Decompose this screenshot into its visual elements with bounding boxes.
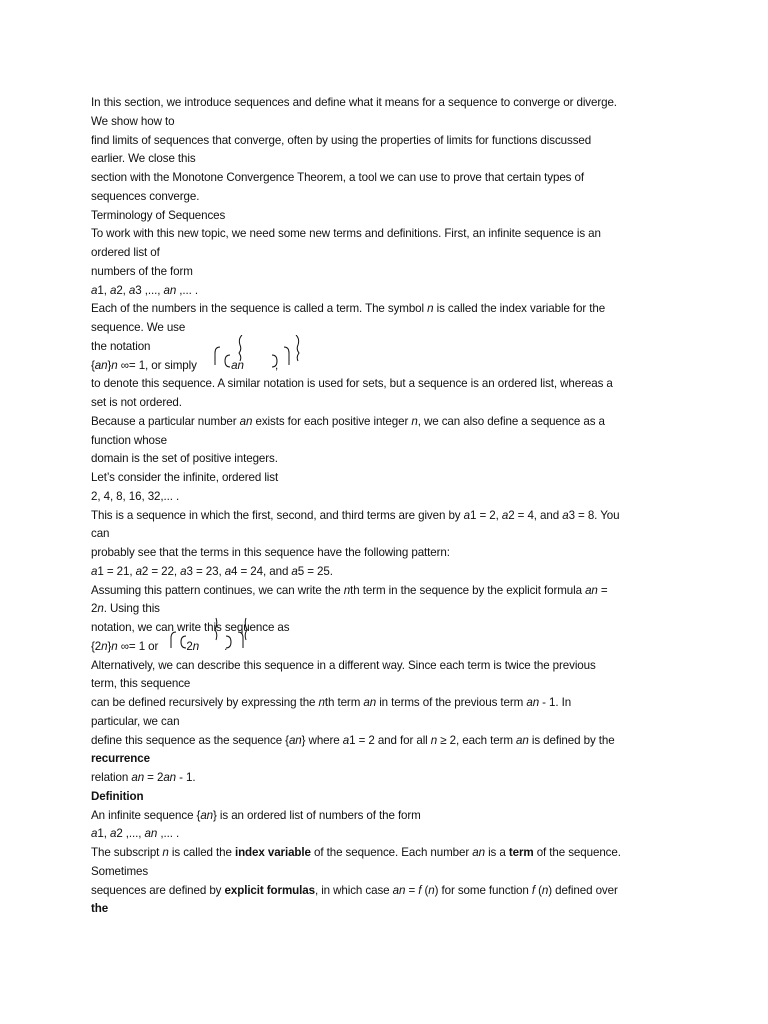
text-run: set is not ordered.: [91, 396, 182, 409]
text-line: [91, 488, 691, 507]
text-run: a: [501, 508, 509, 522]
text-line: [91, 863, 691, 882]
text-line: [91, 225, 691, 244]
text-run: n: [192, 639, 200, 653]
text-run: n: [111, 639, 118, 653]
text-line: [91, 694, 691, 713]
text-run: an: [94, 358, 108, 372]
text-run: sequence. We use: [91, 321, 186, 334]
text-run: 3 ,...,: [135, 283, 164, 297]
text-run: term: [508, 846, 534, 859]
text-run: , we can also define a sequence as a: [417, 414, 605, 428]
text-run: ) for some function: [434, 883, 532, 897]
text-run: recurrence: [91, 752, 150, 766]
text-run: (: [421, 883, 429, 897]
text-run: an: [163, 771, 177, 784]
text-run: [200, 359, 231, 372]
text-run: Assuming this pattern continues, we can write the: [91, 583, 344, 597]
text-run: f: [531, 883, 535, 897]
text-run: , in which case: [314, 883, 393, 897]
text-run: a: [291, 564, 298, 578]
text-line: [91, 638, 691, 657]
text-run: . Using this: [103, 602, 160, 616]
text-run: an: [363, 696, 377, 709]
text-run: a: [109, 827, 117, 841]
text-run: To work with this new topic, we need some new terms and definitions. First, an infinite sequence is an: [91, 227, 601, 241]
text-run: th term: [324, 696, 364, 709]
text-run: is called the: [168, 846, 235, 859]
text-line: [91, 732, 691, 751]
text-line: [91, 300, 691, 319]
text-run: 2: [186, 639, 193, 653]
text-run: an: [131, 771, 145, 784]
text-run: term, this sequence: [91, 677, 191, 691]
text-run: is called the index variable for the: [433, 302, 606, 316]
text-run: n: [101, 639, 108, 653]
text-run: 1,: [97, 827, 110, 841]
text-run: An infinite sequence {: [91, 808, 201, 822]
text-line: [91, 319, 691, 338]
text-run: n: [411, 414, 418, 428]
text-run: probably see that the terms in this sequence have the following pattern:: [91, 546, 450, 559]
text-line: [91, 244, 691, 263]
text-run: an: [144, 827, 158, 841]
text-run: ∞= 1, or simply: [117, 358, 200, 372]
text-line: [91, 582, 691, 601]
text-line: [91, 844, 691, 863]
text-line: [91, 807, 691, 826]
text-run: [161, 640, 186, 653]
text-line: [91, 469, 691, 488]
text-run: {: [91, 358, 95, 372]
text-run: a: [128, 283, 136, 297]
text-run: explicit formulas: [224, 883, 315, 897]
text-run: n: [541, 883, 549, 897]
text-line: [91, 263, 691, 282]
text-run: }: [107, 639, 112, 653]
text-run: 1 = 2 and for all: [349, 733, 431, 747]
text-run: sequences are defined by: [91, 883, 225, 897]
text-line: [91, 150, 691, 169]
text-line: [91, 657, 691, 676]
text-run: relation: [91, 771, 132, 784]
text-run: ∞= 1 or: [117, 639, 162, 653]
text-run: f: [418, 883, 422, 897]
text-run: find limits of sequences that converge, often by using the properties of limits for functions discussed: [91, 133, 592, 147]
text-run: Let’s consider the infinite, ordered list: [91, 471, 279, 484]
text-run: We show how to: [91, 114, 175, 128]
text-run: an: [516, 733, 529, 747]
text-run: } is an ordered list of numbers of the form: [213, 808, 421, 822]
text-line: [91, 132, 691, 151]
text-line: [91, 563, 691, 582]
text-run: Terminology of Sequences: [91, 208, 226, 222]
text-run: an: [163, 283, 177, 297]
text-run: The subscript: [91, 846, 163, 859]
text-run: }: [107, 358, 112, 372]
text-line: [91, 282, 691, 301]
text-run: the notation: [91, 339, 151, 353]
text-run: 2 = 22,: [141, 564, 181, 578]
text-line: [91, 750, 691, 769]
text-run: a: [109, 283, 117, 297]
text-run: - 1.: [176, 771, 196, 784]
text-run: 4 = 24, and: [231, 564, 292, 578]
text-run: = 2: [144, 771, 164, 784]
text-run: a: [135, 564, 142, 578]
text-line: [91, 882, 691, 901]
text-run: domain is the set of positive integers.: [91, 452, 278, 466]
text-run: ,... .: [176, 283, 199, 297]
text-run: Definition: [91, 789, 144, 803]
text-line: [91, 900, 691, 919]
text-run: ordered list of: [91, 246, 160, 259]
text-run: - 1. In: [539, 696, 572, 709]
text-run: an: [392, 883, 406, 897]
text-run: to denote this sequence. A similar notation is used for sets, but a sequence is an ordered list, whereas a: [91, 377, 613, 391]
text-line: [91, 432, 691, 451]
text-run: 2 = 4, and: [508, 508, 563, 522]
text-run: of the sequence. Each number: [310, 846, 473, 859]
text-run: n: [318, 696, 325, 709]
document-body: [91, 94, 691, 919]
text-run: Alternatively, we can describe this sequence in a different way. Since each term is twice the previous: [91, 658, 596, 672]
text-run: Because a particular number: [91, 414, 240, 428]
text-line: [91, 544, 691, 563]
text-run: an: [288, 733, 302, 747]
text-run: define this sequence as the sequence {: [91, 733, 289, 747]
text-line: [91, 113, 691, 132]
text-run: n: [162, 846, 169, 859]
text-run: 1 = 21,: [97, 564, 136, 578]
text-line: [91, 769, 691, 788]
text-run: 2, 4, 8, 16, 32,... .: [91, 489, 180, 503]
text-run: 1 = 2,: [469, 508, 502, 522]
text-run: {2: [91, 639, 102, 653]
text-run: 3 = 23,: [186, 564, 225, 578]
text-run: an: [472, 846, 485, 859]
text-run: n: [428, 883, 435, 897]
text-line: [91, 825, 691, 844]
text-run: a: [342, 733, 350, 747]
text-run: can: [91, 527, 110, 541]
text-run: 1,: [97, 283, 110, 297]
text-run: } where: [301, 733, 343, 747]
text-line: [91, 375, 691, 394]
text-run: in terms of the previous term: [376, 696, 527, 709]
text-run: earlier. We close this: [91, 152, 196, 166]
text-run: a: [463, 508, 470, 522]
text-run: n: [97, 602, 104, 616]
text-run: 3 = 8. You: [568, 508, 620, 522]
text-line: [91, 600, 691, 619]
text-run: In this section, we introduce sequences and define what it means for a sequence to converge or diverge.: [91, 96, 617, 109]
text-line: [91, 413, 691, 432]
text-line: [91, 675, 691, 694]
text-run: =: [597, 583, 608, 597]
text-run: ≥ 2, each term: [437, 733, 517, 747]
text-run: section with the Monotone Convergence Theorem, a tool we can use to prove that certain types of: [91, 171, 584, 184]
text-run: notation, we can write this sequence as: [91, 621, 290, 634]
text-run: of the sequence.: [533, 846, 621, 859]
text-run: n: [343, 583, 351, 597]
text-run: the: [91, 902, 109, 916]
text-run: an: [200, 808, 214, 822]
text-run: a: [91, 283, 98, 297]
text-line: [91, 94, 691, 113]
text-line: [91, 357, 691, 376]
text-line: [91, 338, 691, 357]
text-line: [91, 207, 691, 226]
text-run: th term in the sequence by the explicit formula: [350, 583, 586, 597]
text-run: an: [239, 414, 253, 428]
text-line: [91, 619, 691, 638]
text-run: (: [534, 883, 542, 897]
text-run: Each of the numbers in the sequence is called a term. The symbol: [91, 302, 428, 316]
text-run: 2 ,...,: [116, 827, 145, 841]
text-run: index variable: [234, 846, 311, 859]
text-line: [91, 525, 691, 544]
text-run: a: [562, 508, 569, 522]
text-run: n: [430, 733, 438, 747]
text-run: is defined by the: [528, 733, 615, 747]
text-run: Sometimes: [91, 864, 149, 878]
text-run: 5 = 25.: [297, 564, 333, 578]
text-run: sequences converge.: [91, 189, 200, 203]
text-run: 2: [91, 602, 98, 616]
text-run: .: [199, 639, 228, 653]
text-run: n: [427, 302, 434, 316]
text-run: a: [180, 564, 187, 578]
text-line: [91, 169, 691, 188]
text-line: [91, 394, 691, 413]
text-run: an: [231, 358, 244, 372]
text-line: [91, 713, 691, 732]
text-run: function whose: [91, 433, 167, 447]
text-line: [91, 450, 691, 469]
text-run: ,: [243, 358, 279, 372]
text-run: ,... .: [157, 827, 180, 841]
text-run: exists for each positive integer: [252, 414, 412, 428]
text-run: =: [405, 883, 419, 897]
text-run: a: [91, 827, 98, 841]
text-run: n: [111, 358, 118, 372]
text-run: a: [224, 564, 232, 578]
text-run: numbers of the form: [91, 264, 193, 278]
text-run: a: [91, 564, 98, 578]
text-run: is a: [484, 846, 509, 859]
text-line: [91, 188, 691, 207]
text-run: an: [526, 696, 540, 709]
text-run: an: [585, 583, 598, 597]
text-run: This is a sequence in which the first, second, and third terms are given by: [91, 508, 464, 522]
text-line: [91, 788, 691, 807]
text-run: ) defined over: [548, 883, 618, 897]
text-line: [91, 507, 691, 526]
text-run: can be defined recursively by expressing the: [91, 696, 319, 709]
text-run: 2,: [116, 283, 129, 297]
text-run: particular, we can: [91, 714, 180, 728]
